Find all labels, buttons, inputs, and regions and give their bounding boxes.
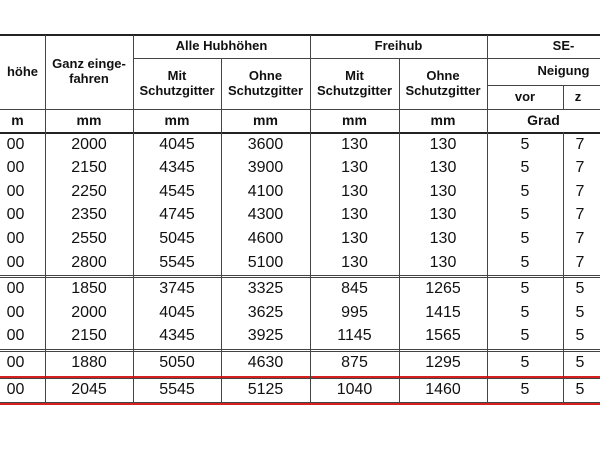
table-cell: 1880 [71,353,107,371]
table-cell: 130 [341,206,368,224]
table-cell: 5545 [159,253,195,271]
table-cell: 5 [520,253,530,271]
table-cell: 3900 [247,159,284,177]
table-cell: 3625 [247,303,284,321]
table-cell: 2250 [71,182,107,200]
table-cell: 3925 [247,327,284,345]
table-cell: 7 [575,159,585,177]
header-neigung: Neigung [537,63,590,79]
table-cell: 5 [520,182,530,200]
unit-mm: mm [164,112,190,129]
table-cell: 7 [575,253,585,271]
table-cell: 4045 [159,303,195,321]
table-cell: 00 [6,229,25,247]
table-cell: 00 [6,182,25,200]
grid-line [0,275,600,276]
unit-grad: Grad [527,112,560,129]
table-cell: 4600 [247,229,284,247]
table-cell: 5 [520,206,530,224]
table-cell: 5 [575,327,585,345]
table-cell: 1565 [425,327,461,345]
table-cell: 2350 [71,206,107,224]
grid-line [310,35,311,402]
table-cell: 1040 [336,380,373,398]
table-cell: 845 [341,280,368,298]
unit-mm: m [11,112,24,129]
header-ganz-eingefahren: Ganz einge- fahren [52,56,126,86]
table-cell: 2800 [71,253,107,271]
table-cell: 00 [6,327,25,345]
grid-line [563,85,564,109]
highlight-line [0,376,600,378]
table-cell: 130 [429,135,457,153]
table-cell: 4345 [159,159,195,177]
table-cell: 00 [6,253,25,271]
grid-line [0,34,600,36]
grid-line [399,58,400,402]
table-cell: 4630 [247,353,284,371]
table-cell: 5 [520,229,530,247]
table-cell: 5 [520,380,530,398]
grid-line [133,58,600,59]
table-cell: 1295 [425,353,461,371]
table-cell: 875 [341,353,368,371]
grid-line [0,351,600,352]
table-cell: 00 [6,280,25,298]
table-cell: 5 [520,159,530,177]
header-se: SE- [552,38,575,54]
table-cell: 00 [6,159,25,177]
grid-line [0,132,600,134]
table-cell: 130 [429,206,457,224]
table-cell: 130 [341,229,368,247]
table-cell: 5045 [159,229,195,247]
header-vor: vor [514,88,536,104]
table-cell: 2000 [71,303,107,321]
table-cell: 130 [341,253,368,271]
table-cell: 1460 [425,380,461,398]
table-cell: 4745 [159,206,195,224]
table-cell: 130 [429,159,457,177]
table-cell: 7 [575,135,585,153]
table-cell: 3325 [247,280,284,298]
table-cell: 130 [429,182,457,200]
table-cell: 3745 [159,280,195,298]
header-freihub: Freihub [374,38,423,54]
table-cell: 5 [575,280,585,298]
grid-line [487,85,600,86]
table-cell: 1850 [71,280,107,298]
table-cell: 5 [520,280,530,298]
table-cell: 7 [575,206,585,224]
table-cell: 00 [6,353,25,371]
table-cell: 00 [6,206,25,224]
table-cell: 7 [575,182,585,200]
unit-mm: mm [76,112,102,129]
grid-line [45,35,46,402]
table-cell: 130 [429,253,457,271]
grid-line [0,349,600,350]
table-cell: 130 [341,159,368,177]
table-cell: 1415 [425,303,461,321]
grid-line [133,35,134,402]
table-cell: 5 [575,303,585,321]
table-cell: 1265 [425,280,461,298]
grid-line [563,132,564,402]
table-cell: 2000 [71,135,107,153]
table-cell: 995 [341,303,368,321]
table-cell: 130 [429,229,457,247]
grid-line [487,35,488,402]
grid-line [0,109,600,110]
header-mit-schutzgitter: Mit Schutzgitter [316,67,393,98]
table-cell: 1145 [337,327,372,345]
header-zurueck: z [574,88,582,104]
table-cell: 4300 [247,206,284,224]
table-cell: 2045 [71,380,107,398]
table-cell: 7 [575,229,585,247]
table-cell: 5 [520,353,530,371]
table-cell: 00 [6,380,25,398]
header-mit-schutzgitter: Mit Schutzgitter [139,67,215,98]
table-cell: 00 [6,303,25,321]
table-cell: 4045 [159,135,195,153]
unit-mm: mm [430,112,456,129]
table-cell: 3600 [247,135,284,153]
table-cell: 5 [520,303,530,321]
highlight-line [0,403,600,405]
unit-mm: mm [253,112,278,129]
table-cell: 5 [520,135,530,153]
table-cell: 5 [575,353,585,371]
grid-line [221,58,222,402]
header-ohne-schutzgitter: Ohne Schutzgitter [227,67,304,98]
table-cell: 00 [6,135,25,153]
grid-line [0,277,600,278]
unit-mm: mm [342,112,367,129]
table-cell: 130 [341,182,368,200]
table-cell: 2150 [71,159,107,177]
table-cell: 130 [341,135,368,153]
table-cell: 4545 [159,182,195,200]
header-ohne-schutzgitter: Ohne Schutzgitter [405,67,481,98]
table-cell: 5125 [247,380,284,398]
table-cell: 5 [575,380,585,398]
table-cell: 2550 [71,229,107,247]
header-alle-hubhoehen: Alle Hubhöhen [175,38,268,54]
table-cell: 4345 [159,327,195,345]
table-cell: 5100 [247,253,284,271]
table-cell: 5545 [159,380,195,398]
table-cell: 5050 [159,353,195,371]
table-cell: 5 [520,327,530,345]
header-hubhoehe: höhe [6,63,39,79]
table-cell: 2150 [71,327,107,345]
table-cell: 4100 [247,182,284,200]
